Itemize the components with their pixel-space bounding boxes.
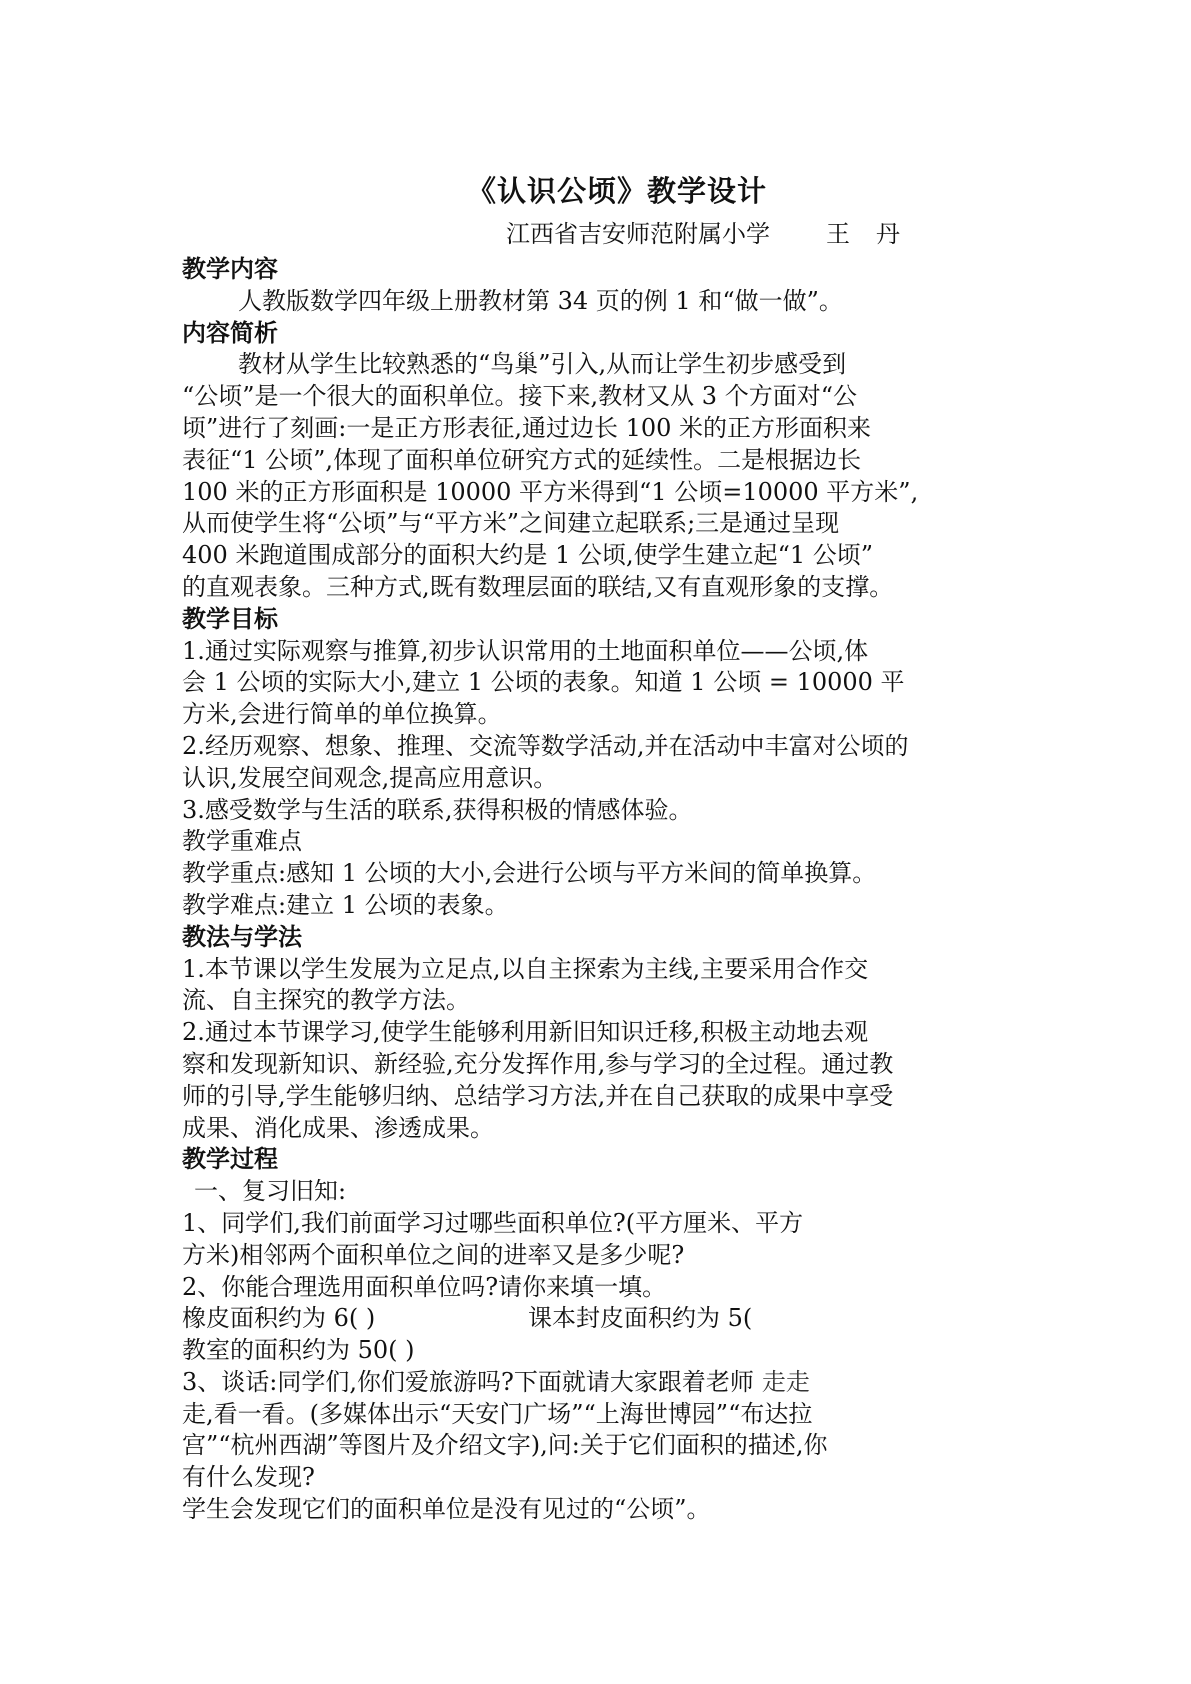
methods-line: 察和发现新知识、新经验,充分发挥作用,参与学习的全过程。通过教 bbox=[182, 1049, 894, 1078]
methods-line: 流、自主探究的教学方法。 bbox=[182, 986, 470, 1015]
section-heading-process: 教学过程 bbox=[182, 1145, 278, 1174]
process-line: 宫”“杭州西湖”等图片及介绍文字),问:关于它们面积的描述,你 bbox=[182, 1431, 828, 1460]
process-subheading: 一、复习旧知: bbox=[194, 1177, 347, 1206]
analysis-line: 顷”进行了刻画:一是正方形表征,通过边长 100 米的正方形面积来 bbox=[182, 413, 872, 442]
methods-line: 师的引导,学生能够归纳、总结学习方法,并在自己获取的成果中享受 bbox=[182, 1081, 894, 1110]
goals-line: 3.感受数学与生活的联系,获得积极的情感体验。 bbox=[182, 795, 693, 824]
analysis-line: 100 米的正方形面积是 10000 平方米得到“1 公顷=10000 平方米”, bbox=[182, 477, 919, 506]
fill-blank-classroom: 教室的面积约为 50( ) bbox=[182, 1336, 415, 1365]
analysis-line: 400 米跑道围成部分的面积大约是 1 公顷,使学生建立起“1 公顷” bbox=[182, 541, 874, 570]
analysis-line: 的直观表象。三种方式,既有数理层面的联结,又有直观形象的支撑。 bbox=[182, 572, 894, 601]
content-line: 人教版数学四年级上册教材第 34 页的例 1 和“做一做”。 bbox=[238, 286, 843, 315]
goals-line: 方米,会进行简单的单位换算。 bbox=[182, 700, 502, 729]
process-line: 1、同学们,我们前面学习过哪些面积单位?(平方厘米、平方 bbox=[182, 1208, 804, 1237]
section-heading-goals: 教学目标 bbox=[182, 604, 278, 633]
process-talk-line bbox=[182, 1367, 1022, 1399]
analysis-line: 从而使学生将“公顷”与“平方米”之间建立起联系;三是通过呈现 bbox=[182, 509, 840, 538]
fill-blank-row bbox=[182, 1303, 1022, 1335]
fill-blank-book-cover: 课本封皮面积约为 5( bbox=[528, 1304, 753, 1333]
goals-line: 1.通过实际观察与推算,初步认识常用的土地面积单位——公顷,体 bbox=[182, 636, 869, 665]
goals-line: 会 1 公顷的实际大小,建立 1 公顷的表象。知道 1 公顷 = 10000 平 bbox=[182, 668, 905, 697]
section-heading-content: 教学内容 bbox=[182, 255, 278, 283]
process-line: 2、你能合理选用面积单位吗?请你来填一填。 bbox=[182, 1272, 667, 1301]
analysis-line: 教材从学生比较熟悉的“鸟巢”引入,从而让学生初步感受到 bbox=[238, 350, 847, 379]
key-points-line: 教学难点:建立 1 公顷的表象。 bbox=[182, 890, 509, 919]
author-line bbox=[182, 214, 1022, 254]
section-heading-key-points: 教学重难点 bbox=[182, 827, 302, 856]
methods-line: 1.本节课以学生发展为立足点,以自主探索为主线,主要采用合作交 bbox=[182, 954, 869, 983]
process-talk-text: 3、谈话:同学们,你们爱旅游吗?下面就请大家跟着老师 bbox=[182, 1367, 754, 1396]
document-title: 《认识公顷》教学设计 bbox=[466, 174, 767, 208]
process-line: 有什么发现? bbox=[182, 1463, 315, 1492]
fill-blank-eraser: 橡皮面积约为 6( ) bbox=[182, 1304, 376, 1333]
process-line: 走,看一看。(多媒体出示“天安门广场”“上海世博园”“布达拉 bbox=[182, 1399, 813, 1428]
section-heading-methods: 教法与学法 bbox=[182, 922, 302, 951]
goals-line: 认识,发展空间观念,提高应用意识。 bbox=[182, 763, 558, 792]
process-talk-cut-text: 走走 bbox=[761, 1367, 810, 1396]
analysis-line: “公顷”是一个很大的面积单位。接下来,教材又从 3 个方面对“公 bbox=[182, 382, 857, 411]
author-name: 王丹 bbox=[826, 220, 926, 248]
document-page bbox=[182, 168, 1022, 1526]
key-points-line: 教学重点:感知 1 公顷的大小,会进行公顷与平方米间的简单换算。 bbox=[182, 859, 877, 888]
section-heading-analysis: 内容简析 bbox=[182, 318, 278, 347]
process-line: 学生会发现它们的面积单位是没有见过的“公顷”。 bbox=[182, 1495, 711, 1524]
methods-line: 2.通过本节课学习,使学生能够利用新旧知识迁移,积极主动地去观 bbox=[182, 1018, 869, 1047]
analysis-line: 表征“1 公顷”,体现了面积单位研究方式的延续性。二是根据边长 bbox=[182, 445, 862, 474]
methods-line: 成果、消化成果、渗透成果。 bbox=[182, 1113, 494, 1142]
goals-line: 2.经历观察、想象、推理、交流等数学活动,并在活动中丰富对公顷的 bbox=[182, 731, 909, 760]
process-line: 方米)相邻两个面积单位之间的进率又是多少呢? bbox=[182, 1240, 685, 1269]
author-school: 江西省吉安师范附属小学 bbox=[506, 220, 770, 248]
